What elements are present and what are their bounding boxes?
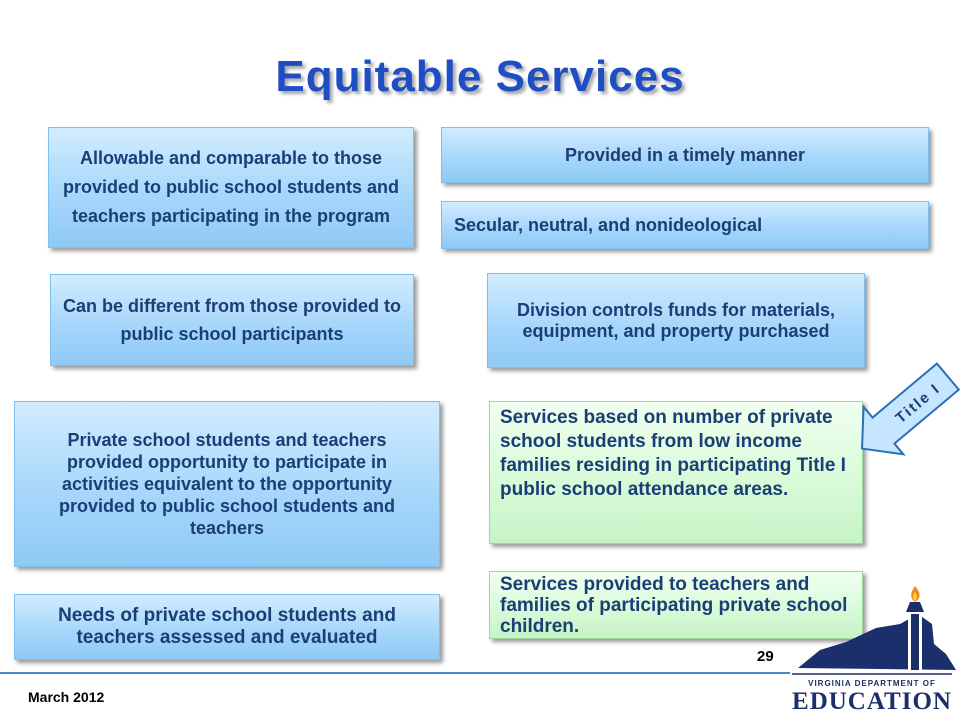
box-needs-assessed: Needs of private school students and teachers assessed and evaluated — [14, 594, 440, 660]
title-i-label: Title I — [892, 379, 944, 427]
page-number: 29 — [757, 648, 774, 665]
box-division-controls-funds: Division controls funds for materials, equipment, and property purchased — [487, 273, 865, 368]
box-private-school-opportunity: Private school students and teachers provided opportunity to participate in activities equivalent to the opportunity provided to public school students and teachers — [14, 401, 440, 567]
logo-department-label: VIRGINIA DEPARTMENT OF — [808, 679, 936, 688]
box-can-be-different: Can be different from those provided to public school participants — [50, 274, 414, 366]
slide-title: Equitable Services — [275, 52, 685, 101]
footer-divider — [0, 672, 790, 674]
box-services-based-on-number: Services based on number of private school students from low income families residing in participating Title I public school attendance areas. — [489, 401, 863, 544]
title-i-arrow-callout — [848, 355, 960, 465]
vdoe-logo — [784, 584, 960, 720]
box-timely-manner: Provided in a timely manner — [441, 127, 929, 183]
box-allowable-comparable: Allowable and comparable to those provided to public school students and teachers participating in the program — [48, 127, 414, 248]
box-services-to-teachers: Services provided to teachers and families of participating private school children. — [489, 571, 863, 639]
footer-date: March 2012 — [28, 689, 105, 705]
logo-education-label: EDUCATION — [792, 688, 952, 715]
box-secular-neutral: Secular, neutral, and nonideological — [441, 201, 929, 249]
